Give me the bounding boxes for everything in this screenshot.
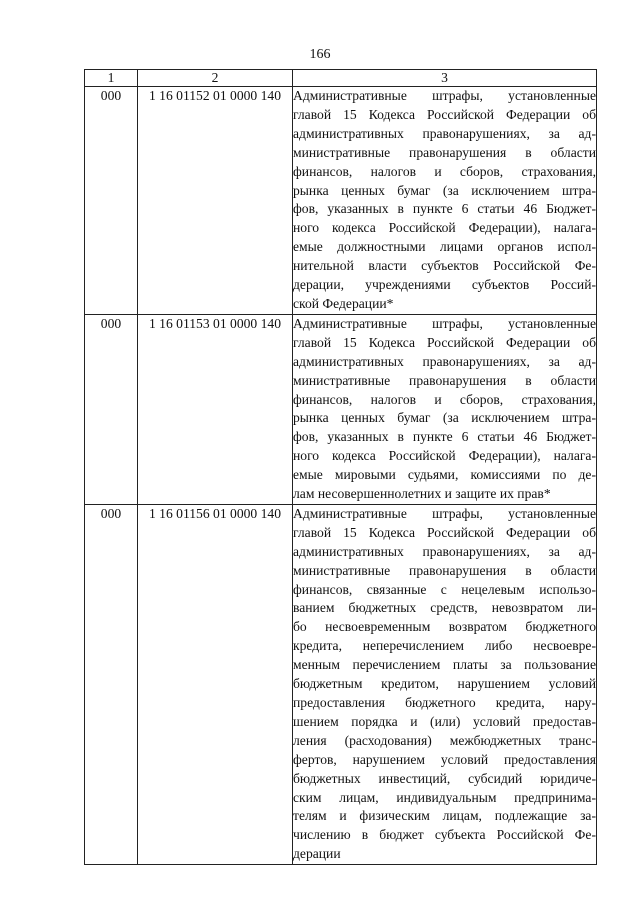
description-line: ванием бюджетных средств, невозвратом ли- (293, 600, 596, 616)
description-line: финансов, налогов и сборов, страхования, (293, 391, 596, 407)
description-line: Административные штрафы, установленные (293, 315, 596, 331)
description-line: министративные правонарушения в области (293, 144, 596, 160)
description-line: фов, указанных в пункте 6 статьи 46 Бюджет- (293, 201, 596, 217)
page-number: 166 (309, 47, 331, 62)
description-line: фов, указанных в пункте 6 статьи 46 Бюджет- (293, 429, 596, 445)
description-line: кредита, неперечислением либо несвоевре- (293, 638, 596, 654)
admin-code-cell: 000 (85, 504, 138, 864)
description-line: административных правонарушениях, за ад- (293, 543, 596, 559)
description-line: дерации (293, 846, 341, 862)
description-line: рынка ценных бумаг (за исключением штра- (293, 182, 596, 198)
description-line: бюджетных инвестиций, субсидий юридиче- (293, 770, 596, 786)
description-line: телям и физическим лицам, подлежащие за- (293, 808, 596, 824)
budget-classification-code-cell: 1 16 01152 01 0000 140 (138, 87, 293, 315)
header-col-2: 2 (138, 70, 293, 87)
header-col-3: 3 (293, 70, 597, 87)
description-line: финансов, связанные с нецелевым использо- (293, 581, 596, 597)
table-row (85, 87, 597, 315)
description-line: ного кодекса Российской Федерации), налага- (293, 220, 596, 236)
budget-classification-code-cell: 1 16 01153 01 0000 140 (138, 314, 293, 504)
description-line: предоставления бюджетного кредита, нару- (293, 695, 596, 710)
description-line: главой 15 Кодекса Российской Федерации об (293, 524, 596, 540)
description-line: рынка ценных бумаг (за исключением штра- (293, 410, 596, 426)
description-line: министративные правонарушения в области (293, 562, 596, 578)
description-line: главой 15 Кодекса Российской Федерации об (293, 106, 596, 122)
table-row (85, 504, 597, 864)
description-line: бюджетным кредитом, нарушением условий (293, 676, 596, 692)
budget-codes-table (84, 69, 597, 865)
admin-code-cell: 000 (85, 314, 138, 504)
description-line: министративные правонарушения в области (293, 372, 596, 388)
description-line: нительной власти субъектов Российской Фе- (293, 258, 596, 274)
description-cell (293, 314, 597, 504)
admin-code-cell: 000 (85, 87, 138, 315)
description-line: ного кодекса Российской Федерации), налага- (293, 448, 596, 464)
description-line: ским лицам, индивидуальным предпринима- (293, 789, 596, 805)
description-line: шением порядка и (или) условий предостав- (293, 713, 596, 729)
description-line: емые должностными лицами органов испол- (293, 239, 596, 255)
table-header-row (85, 70, 597, 87)
description-line: числению в бюджет субъекта Российской Фе- (293, 827, 596, 843)
description-line: Административные штрафы, установленные (293, 505, 596, 521)
description-line: финансов, налогов и сборов, страхования, (293, 163, 596, 179)
description-line: административных правонарушениях, за ад- (293, 353, 596, 369)
description-line: фертов, нарушением условий предоставления (293, 751, 596, 767)
description-line: емые мировыми судьями, комиссиями по де- (293, 467, 596, 483)
description-line: ления (расходования) межбюджетных транс- (293, 732, 596, 748)
budget-classification-code-cell: 1 16 01156 01 0000 140 (138, 504, 293, 864)
table-row (85, 314, 597, 504)
description-line: главой 15 Кодекса Российской Федерации об (293, 334, 596, 350)
description-line: лам несовершеннолетних и защите их прав* (293, 486, 551, 502)
description-line: дерации, учреждениями субъектов Россий- (293, 277, 596, 293)
description-line: Административные штрафы, установленные (293, 88, 596, 103)
description-line: менным перечислением платы за пользование (293, 657, 596, 673)
description-cell (293, 504, 597, 864)
description-line: административных правонарушениях, за ад- (293, 125, 596, 141)
description-line: ской Федерации* (293, 295, 394, 311)
description-cell (293, 87, 597, 315)
header-col-1: 1 (85, 70, 138, 87)
description-line: бо несвоевременным возвратом бюджетного (293, 619, 596, 635)
